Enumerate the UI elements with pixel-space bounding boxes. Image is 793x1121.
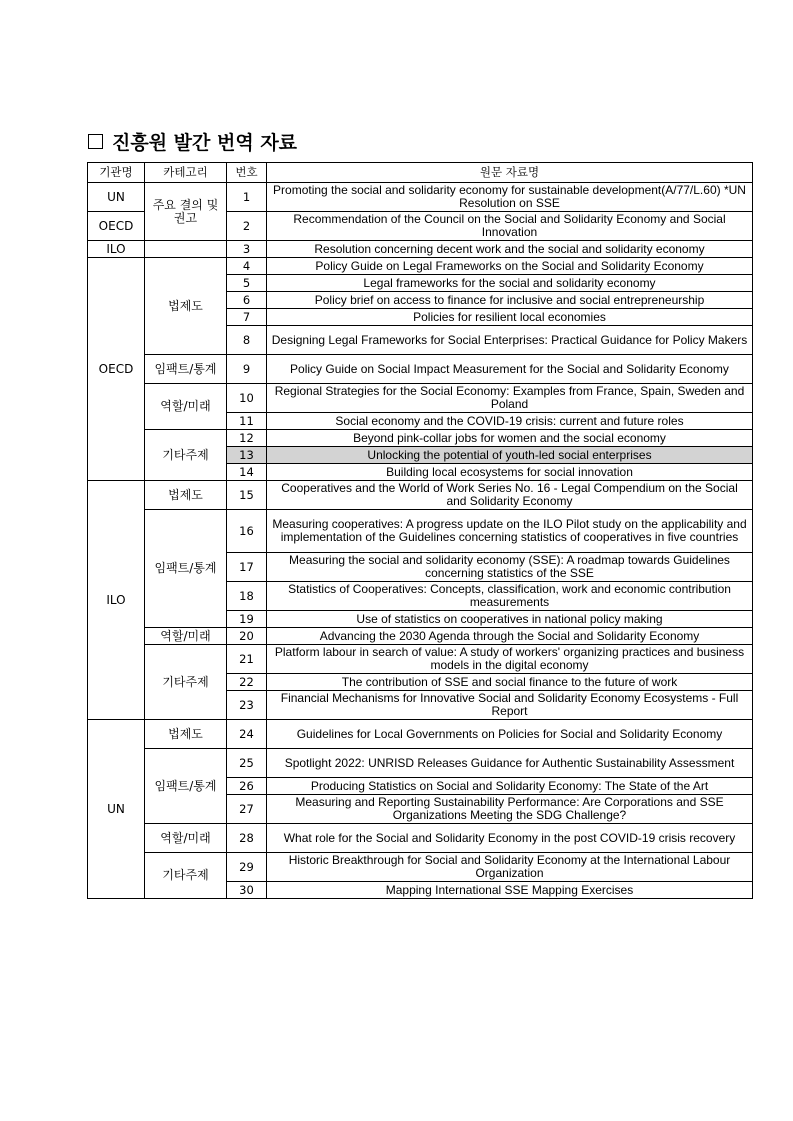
number-cell: 27 [227,795,267,824]
document-title-cell: Policies for resilient local economies [267,309,753,326]
document-title-cell: Producing Statistics on Social and Solidarity Economy: The State of the Art [267,778,753,795]
number-cell: 19 [227,611,267,628]
institution-cell: ILO [88,481,145,720]
header-number: 번호 [227,163,267,183]
number-cell: 29 [227,853,267,882]
document-title-cell: Advancing the 2030 Agenda through the Social and Solidarity Economy [267,628,753,645]
institution-cell: UN [88,183,145,212]
table-row [88,853,753,882]
checkbox-square-icon [88,134,103,149]
header-document: 원문 자료명 [267,163,753,183]
header-institution: 기관명 [88,163,145,183]
table-row [88,720,753,749]
number-cell: 26 [227,778,267,795]
number-cell: 28 [227,824,267,853]
institution-cell: ILO [88,241,145,258]
table-row [88,645,753,674]
category-cell [145,241,227,258]
category-cell: 주요 결의 및 권고 [145,183,227,241]
document-title-cell: Statistics of Cooperatives: Concepts, classification, work and economic contribution measurements [267,582,753,611]
number-cell: 11 [227,413,267,430]
category-cell: 기타주제 [145,645,227,720]
number-cell: 10 [227,384,267,413]
document-title-cell: Policy brief on access to finance for inclusive and social entrepreneurship [267,292,753,309]
document-title-cell: Regional Strategies for the Social Economy: Examples from France, Spain, Sweden and Poland [267,384,753,413]
document-title-cell: The contribution of SSE and social finance to the future of work [267,674,753,691]
category-cell: 기타주제 [145,430,227,481]
table-row [88,824,753,853]
number-cell: 3 [227,241,267,258]
document-title-cell: Use of statistics on cooperatives in national policy making [267,611,753,628]
document-title-cell: Platform labour in search of value: A study of workers' organizing practices and business models in the digital economy [267,645,753,674]
category-cell: 임팩트/통계 [145,749,227,824]
document-title-cell: Beyond pink-collar jobs for women and the social economy [267,430,753,447]
document-title-cell: Policy Guide on Legal Frameworks on the Social and Solidarity Economy [267,258,753,275]
table-header-row [88,163,753,183]
table-row [88,628,753,645]
document-title-cell: Legal frameworks for the social and solidarity economy [267,275,753,292]
document-title-cell: Policy Guide on Social Impact Measurement for the Social and Solidarity Economy [267,355,753,384]
number-cell: 9 [227,355,267,384]
document-title-cell: Historic Breakthrough for Social and Solidarity Economy at the International Labour Organization [267,853,753,882]
number-cell: 13 [227,447,267,464]
table-row [88,241,753,258]
table-row [88,183,753,212]
table-row [88,355,753,384]
number-cell: 6 [227,292,267,309]
category-cell: 법제도 [145,258,227,355]
number-cell: 20 [227,628,267,645]
document-title-cell: Measuring and Reporting Sustainability Performance: Are Corporations and SSE Organizations Meeting the SDG Challenge? [267,795,753,824]
table-row [88,481,753,510]
number-cell: 18 [227,582,267,611]
number-cell: 8 [227,326,267,355]
number-cell: 1 [227,183,267,212]
category-cell: 기타주제 [145,853,227,899]
document-title-cell: Promoting the social and solidarity economy for sustainable development(A/77/L.60) *UN Resolution on SSE [267,183,753,212]
document-title-cell: Resolution concerning decent work and the social and solidarity economy [267,241,753,258]
table-row [88,258,753,275]
document-title-cell: Mapping International SSE Mapping Exercises [267,882,753,899]
document-title-cell: Cooperatives and the World of Work Series No. 16 - Legal Compendium on the Social and Solidarity Economy [267,481,753,510]
category-cell: 역할/미래 [145,824,227,853]
number-cell: 7 [227,309,267,326]
category-cell: 임팩트/통계 [145,510,227,628]
table-row [88,384,753,413]
document-title-cell: Designing Legal Frameworks for Social Enterprises: Practical Guidance for Policy Makers [267,326,753,355]
number-cell: 23 [227,691,267,720]
table-row [88,430,753,447]
institution-cell: OECD [88,212,145,241]
document-title-cell: Spotlight 2022: UNRISD Releases Guidance for Authentic Sustainability Assessment [267,749,753,778]
category-cell: 역할/미래 [145,384,227,430]
document-title-cell: What role for the Social and Solidarity Economy in the post COVID-19 crisis recovery [267,824,753,853]
section-title: 진흥원 발간 번역 자료 [112,131,298,154]
document-title-cell: Unlocking the potential of youth-led social enterprises [267,447,753,464]
publications-table [87,162,753,899]
document-title-cell: Building local ecosystems for social innovation [267,464,753,481]
category-cell: 법제도 [145,720,227,749]
number-cell: 21 [227,645,267,674]
number-cell: 30 [227,882,267,899]
number-cell: 15 [227,481,267,510]
header-category: 카테고리 [145,163,227,183]
institution-cell: OECD [88,258,145,481]
section-heading [88,128,297,154]
number-cell: 4 [227,258,267,275]
number-cell: 24 [227,720,267,749]
institution-cell: UN [88,720,145,899]
number-cell: 16 [227,510,267,553]
document-title-cell: Measuring cooperatives: A progress update on the ILO Pilot study on the applicability and implementation of the Guidelines concerning statistics of cooperatives in five countries [267,510,753,553]
table-row [88,510,753,553]
document-title-cell: Measuring the social and solidarity economy (SSE): A roadmap towards Guidelines concerning statistics of the SSE [267,553,753,582]
number-cell: 2 [227,212,267,241]
document-title-cell: Recommendation of the Council on the Social and Solidarity Economy and Social Innovation [267,212,753,241]
category-cell: 법제도 [145,481,227,510]
table-row [88,749,753,778]
number-cell: 5 [227,275,267,292]
number-cell: 22 [227,674,267,691]
document-title-cell: Financial Mechanisms for Innovative Social and Solidarity Economy Ecosystems - Full Report [267,691,753,720]
number-cell: 12 [227,430,267,447]
category-cell: 임팩트/통계 [145,355,227,384]
number-cell: 14 [227,464,267,481]
number-cell: 17 [227,553,267,582]
document-title-cell: Social economy and the COVID-19 crisis: current and future roles [267,413,753,430]
category-cell: 역할/미래 [145,628,227,645]
document-title-cell: Guidelines for Local Governments on Policies for Social and Solidarity Economy [267,720,753,749]
number-cell: 25 [227,749,267,778]
